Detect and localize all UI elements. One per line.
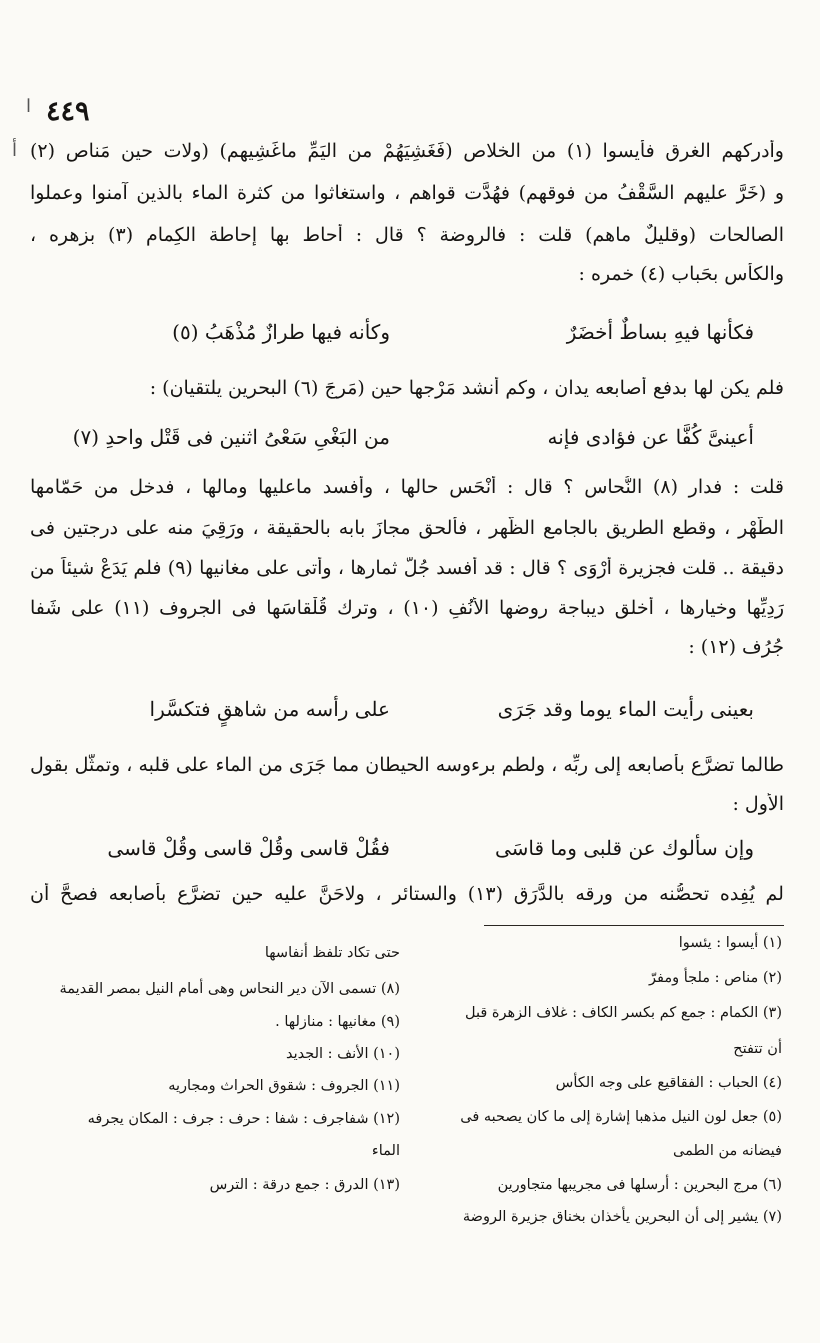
verse-hemistich-second: على رأسه من شاهقٍ فتكسَّرا — [149, 697, 390, 721]
body-line: فلم يكن لها بدفع أصابعه يدان ، وكم أنشد مَرْجها حين (مَرجَ (٦) البحرين يلتقيان) : — [149, 377, 784, 399]
footnotes-left-column — [32, 945, 400, 1195]
verse-hemistich-second: من البَغْىِ سَعْىُ اثنين فى قَتْل واحدِ (٧) — [72, 425, 390, 449]
footnote: (٦) مرج البحرين : أرسلها فى مجريبها متجاورين — [497, 1177, 782, 1193]
footnote: (١٠) الأنف : الجديد — [285, 1046, 400, 1062]
footnote: (٤) الحباب : الفقاقيع على وجه الكأس — [555, 1075, 782, 1091]
body-line: لم يُفِده تحصُّنه من ورقه بالدَّرَق (١٣) والستائر ، ولاحَنَّ عليه حين تضرَّع بأصابعه فصحَّ أن — [30, 883, 784, 905]
verse-hemistich-second: وكأنه فيها طرازٌ مُذْهَبُ (٥) — [172, 320, 390, 344]
footnote: (٥) جعل لون النيل مذهبا إشارة إلى ما كان يصحبه فى — [460, 1109, 782, 1125]
footnote: (١) أيسوا : يئسوا — [678, 935, 782, 951]
body-line: طالما تضرَّع بأصابعه إلى ربِّه ، ولطم برءوسه الحيطان مما جَرَى من الماء على قلبه ، وتمثَّل بقول — [30, 754, 784, 776]
footnotes-right-column — [436, 935, 782, 1235]
footnote-rule — [484, 925, 784, 926]
body-line: الأول : — [732, 793, 784, 815]
margin-mark-side: أ — [12, 140, 18, 161]
footnote: (٧) يشير إلى أن البحرين يأخذان بخناق جزيرة الروضة — [462, 1209, 782, 1225]
verse-hemistich-first: فكأنها فيهِ بساطٌ أخضَرٌ — [566, 320, 754, 344]
body-line: والكأس بحَباب (٤) خمره : — [578, 263, 784, 285]
footnote: (١١) الجروف : شقوق الحراث ومجاريه — [168, 1078, 400, 1094]
footnote: (٣) الكمام : جمع كم بكسر الكاف : غلاف الزهرة قبل — [465, 1005, 782, 1021]
footnote: (٢) مناص : ملجأ ومفرّ — [649, 970, 782, 986]
body-line: جُرُف (١٢) : — [688, 636, 784, 658]
verse-hemistich-first: وإن سألوك عن قلبى وما قاسَى — [494, 836, 754, 860]
body-line: وأدركهم الغرق فأيسوا (١) من الخلاص (فَغَشِيَهُمْ من اليَمِّ ماغَشِيهم) (ولات حين مَناص (٢) — [30, 140, 784, 162]
footnote: (١٢) شفاجرف : شفا : حرف : جرف : المكان يجرفه — [87, 1111, 400, 1127]
footnote: (١٣) الدرق : جمع درقة : الترس — [209, 1177, 400, 1193]
body-line: قلت : فدار (٨) النُّحاس ؟ قال : أنْحَس حالها ، وأفسد ماعليها ومالها ، فدخل من حَمّامها — [30, 476, 784, 498]
verse-hemistich-first: بعينى رأيت الماء يوما وقد جَرَى — [497, 697, 754, 721]
verse-hemistich-second: فقُلْ قاسى وقُلْ قاسى وقُلْ قاسى — [107, 836, 390, 860]
body-line: و (خَرَّ عليهم السَّقْفُ من فوقهم) فهُدَّت قواهم ، واستغاثوا من كثرة الماء بالذين آمنوا وعملوا — [30, 182, 784, 204]
footnote-continuation: الماء — [371, 1143, 400, 1159]
footnote-continuation: فيضانه من الطمى — [673, 1143, 782, 1159]
margin-mark-top: ا — [26, 96, 32, 117]
body-line: الطُّهْر ، وقطع الطريق بالجامع الظُّهر ، فألحق مجازَ بابه بالحقيقة ، ورَقِيَ منه على درجتين فى — [30, 517, 784, 539]
footnote: (٩) مغانيها : منازلها . — [275, 1014, 400, 1030]
footnote-continuation: أن تتفتح — [733, 1041, 782, 1057]
verse-hemistich-first: أعينىَّ كُفَّا عن فؤادى فإنه — [547, 425, 754, 449]
page-number: ٤٤٩ — [46, 96, 90, 127]
body-line: رَدِيِّها وخيارها ، أخلق ديباجة روضها الأُنُفِ (١٠) ، وترك قُلْقاسَها فى الجروف (١١) على شَفا — [30, 597, 784, 619]
footnote: (٨) تسمى الآن دير النحاس وهى أمام النيل بمصر القديمة — [59, 981, 400, 997]
footnote-continuation: حتى تكاد تلفظ أنفاسها — [264, 945, 400, 961]
body-line: دقيقة .. قلت فجزيرة أَرْوَى ؟ قال : قد أفسد جُلَّ ثمارها ، وأتى على مغانيها (٩) فلم يَدَعْ شيئاً من — [30, 557, 784, 579]
body-line: الصالحات (وقليلٌ ماهم) قلت : فالروضة ؟ قال : أحاط بها إحاطة الكِمام (٣) بزهره ، — [30, 224, 784, 246]
